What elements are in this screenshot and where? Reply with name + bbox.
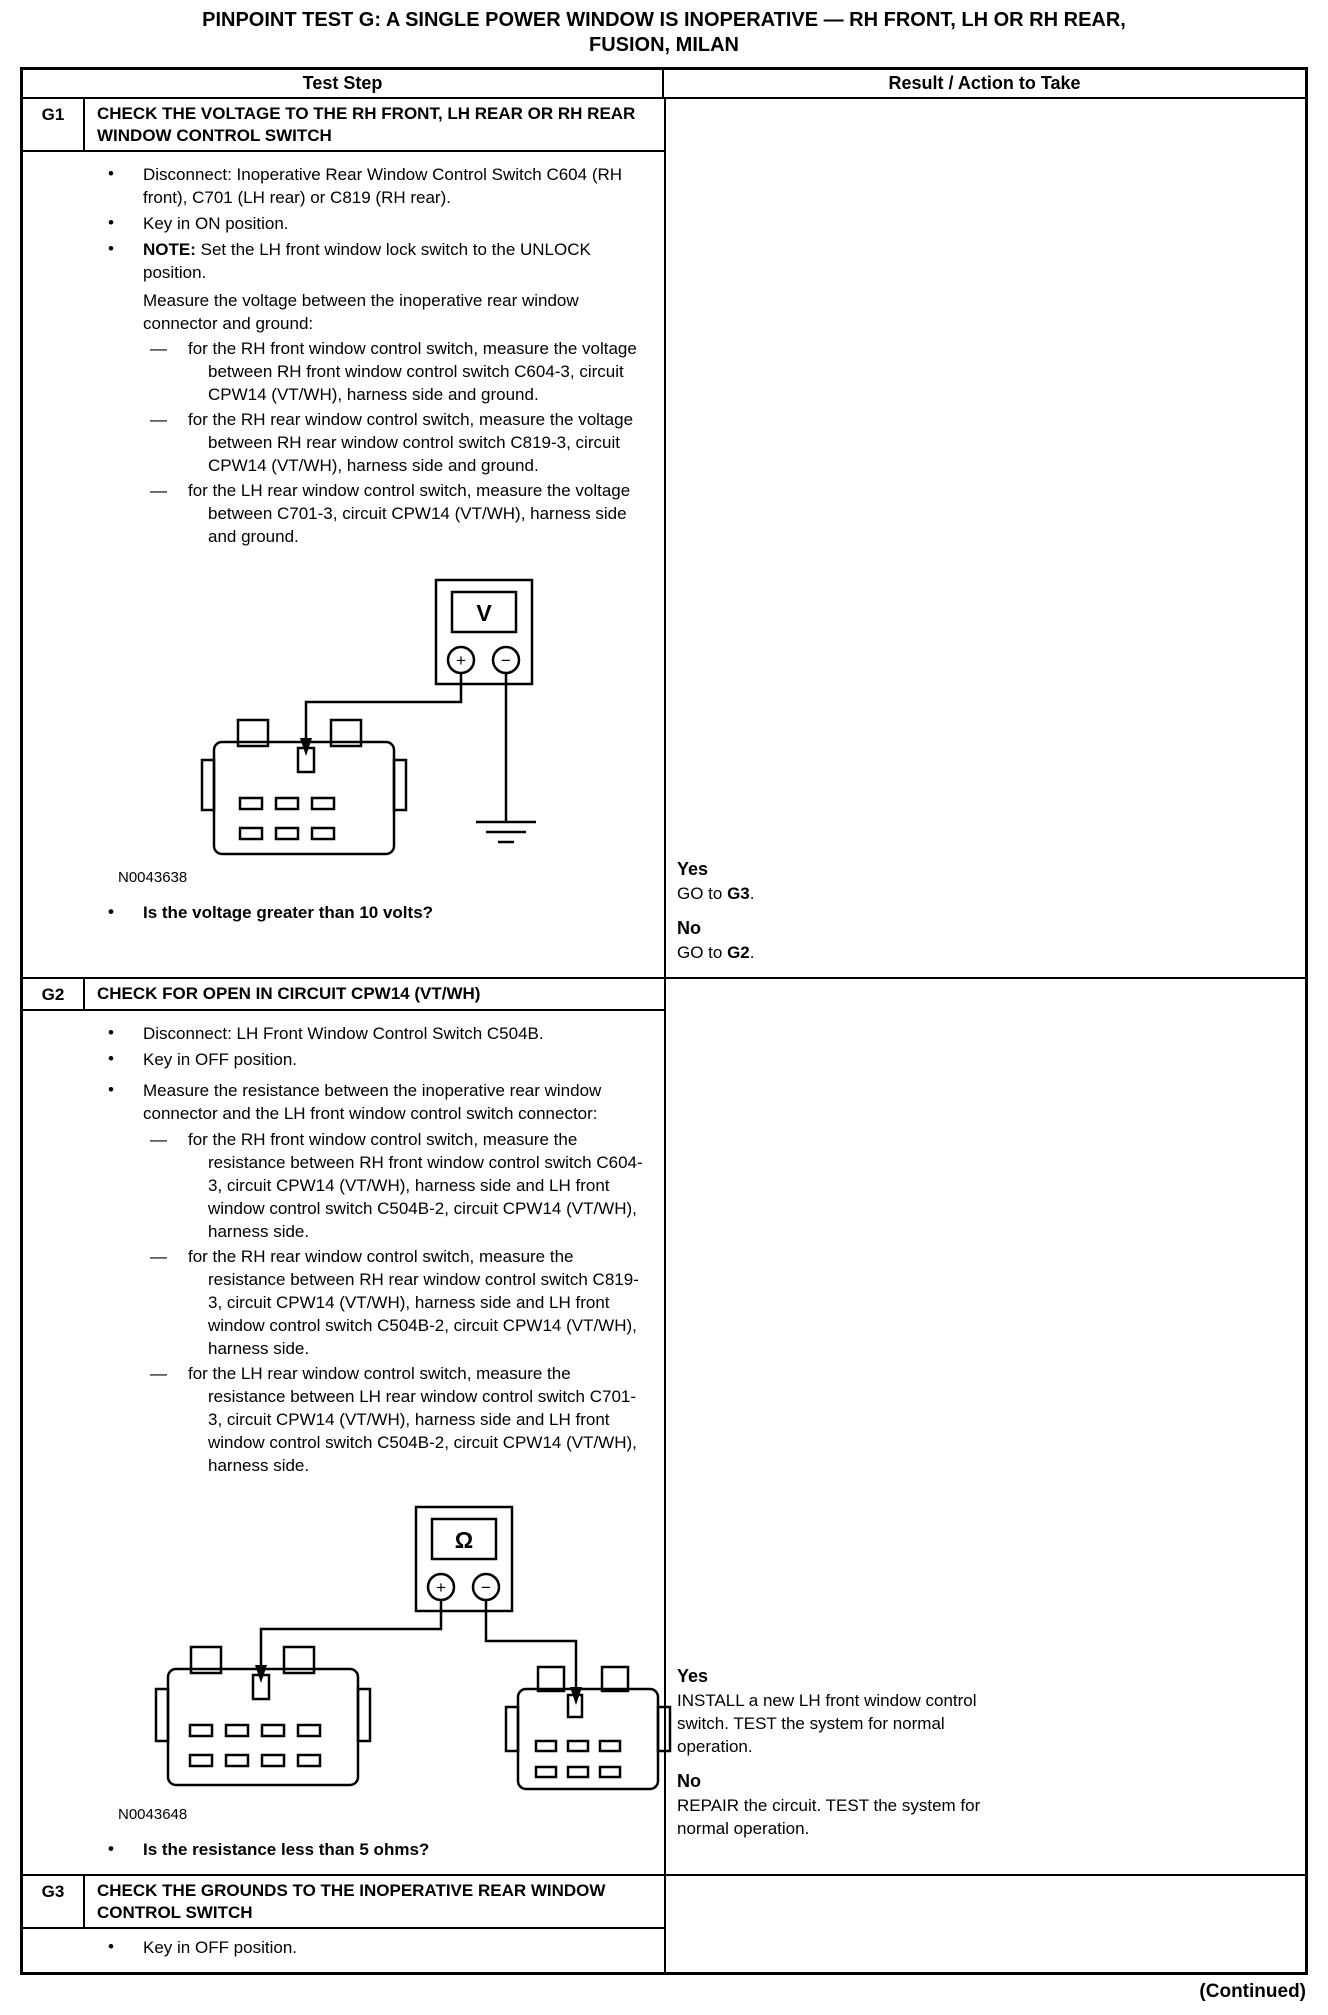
dash-icon: — — [150, 410, 167, 429]
bullet-icon: • — [108, 1937, 114, 1956]
plus-terminal-icon: + — [456, 651, 466, 670]
minus-terminal-icon: − — [481, 1578, 491, 1597]
step-g1-header — [23, 99, 664, 152]
step-title: CHECK FOR OPEN IN CIRCUIT CPW14 (VT/WH) — [97, 984, 481, 1003]
test-lead-left — [261, 1600, 441, 1669]
sub-list-item — [88, 479, 648, 548]
page-title-line2: FUSION, MILAN — [589, 34, 739, 56]
sub-list-text: for the RH front window control switch, measure the voltage between RH front window control switch C604-3, circuit CPW14 (VT/WH), harness side and ground. — [188, 339, 637, 404]
question-text: Is the resistance less than 5 ohms? — [143, 1840, 430, 1859]
page-title-line1: PINPOINT TEST G: A SINGLE POWER WINDOW IS INOPERATIVE — RH FRONT, LH OR RH REAR, — [202, 9, 1126, 31]
bullet-icon: • — [108, 1839, 114, 1858]
sub-list-item — [88, 1362, 648, 1477]
step-id: G1 — [23, 99, 85, 150]
list-item — [88, 212, 648, 235]
result-yes-label: Yes — [677, 859, 709, 879]
step-row-g2 — [23, 977, 1305, 1874]
result-no-label: No — [677, 1771, 701, 1791]
voltmeter-figure-drawing — [106, 572, 626, 864]
sub-list-item — [88, 337, 648, 406]
step-g3-header — [23, 1876, 664, 1929]
continued-note: (Continued) — [1199, 1981, 1306, 2002]
bullet-icon: • — [108, 902, 114, 921]
bullet-icon: • — [108, 213, 114, 232]
bullet-text: Disconnect: Inoperative Rear Window Control Switch C604 (RH front), C701 (LH rear) or C819 (RH rear). — [143, 165, 623, 207]
sub-list-item — [88, 1128, 648, 1243]
step-g2-test-step-cell — [23, 979, 664, 1874]
list-item — [88, 1079, 648, 1125]
result-yes-label: Yes — [677, 1666, 709, 1686]
dash-icon: — — [150, 1130, 167, 1149]
ohmmeter-test-figure — [106, 1501, 648, 1801]
sub-list-text: for the LH rear window control switch, measure the resistance between LH rear window control switch C701-3, circuit CPW14 (VT/WH), harness side and LH front window control switch C504B-2, circuit CPW14 (VT/WH), harness side. — [188, 1364, 637, 1475]
step-g3-test-step-cell — [23, 1876, 664, 1972]
result-no-text — [677, 941, 1022, 964]
result-yes-text: INSTALL a new LH front window control switch. TEST the system for normal operation. — [677, 1691, 977, 1756]
bullet-icon: • — [108, 1023, 114, 1042]
minus-terminal-icon: − — [501, 651, 511, 670]
dash-icon: — — [150, 1364, 167, 1383]
ohmmeter-symbol: Ω — [454, 1527, 474, 1553]
table-header-row — [23, 70, 1305, 97]
result-yes-target: G3 — [727, 884, 750, 903]
result-no-target: G2 — [727, 943, 750, 962]
step-row-g1 — [23, 97, 1305, 977]
sub-list-item — [88, 1245, 648, 1360]
column-header-result: Result / Action to Take — [888, 73, 1081, 93]
step-question — [88, 901, 648, 924]
step-question — [88, 1838, 648, 1861]
bullet-icon: • — [108, 164, 114, 183]
note-label: NOTE: — [143, 240, 196, 259]
step-g1-body — [23, 152, 664, 934]
voltmeter-test-figure — [106, 572, 648, 864]
result-yes-prefix: GO to — [677, 884, 728, 903]
list-item — [88, 1022, 648, 1045]
figure-label: N0043648 — [118, 1806, 188, 1823]
step-id: G3 — [23, 1876, 85, 1927]
bullet-icon: • — [108, 1080, 114, 1099]
step-title: CHECK THE VOLTAGE TO THE RH FRONT, LH REAR OR RH REAR WINDOW CONTROL SWITCH — [97, 104, 636, 145]
bullet-text: Key in OFF position. — [143, 1050, 298, 1069]
step-g1-result-cell — [664, 99, 1305, 977]
step-g2-result-cell — [664, 979, 1305, 1874]
list-item — [88, 163, 648, 209]
sub-list-text: for the RH rear window control switch, measure the resistance between RH rear window control switch C819-3, circuit CPW14 (VT/WH), harness side and LH front window control switch C504B-2, circuit CPW14 (VT/WH), harness side. — [188, 1247, 639, 1358]
sub-list-item — [88, 408, 648, 477]
sub-list-text: for the RH rear window control switch, measure the voltage between RH rear window control switch C819-3, circuit CPW14 (VT/WH), harness side and ground. — [188, 410, 634, 475]
result-no-text: REPAIR the circuit. TEST the system for normal operation. — [677, 1796, 981, 1838]
list-item — [88, 1936, 648, 1959]
result-no-prefix: GO to — [677, 943, 728, 962]
page-title — [20, 8, 1308, 58]
result-yes-suffix: . — [749, 884, 755, 903]
step-g2-header — [23, 979, 664, 1011]
bullet-text: Key in OFF position. — [143, 1938, 298, 1957]
test-lead-right — [486, 1600, 576, 1691]
connector-right-icon — [506, 1667, 670, 1789]
step-g3-body — [23, 1929, 664, 1972]
step-g2-body — [23, 1011, 664, 1871]
result-yes-text — [677, 882, 1022, 905]
plus-terminal-icon: + — [436, 1578, 446, 1597]
dash-icon: — — [150, 481, 167, 500]
bullet-icon: • — [108, 1049, 114, 1068]
ohmmeter-figure-drawing — [106, 1501, 706, 1801]
result-no-suffix: . — [749, 943, 755, 962]
dash-icon: — — [150, 339, 167, 358]
ground-icon — [476, 822, 536, 842]
step-id: G2 — [23, 979, 85, 1009]
sub-list-text: for the LH rear window control switch, measure the voltage between C701-3, circuit CPW14 (VT/WH), harness side and ground. — [188, 481, 631, 546]
bullet-text: Key in ON position. — [143, 214, 289, 233]
list-item-note — [88, 238, 648, 284]
result-no-label: No — [677, 918, 701, 938]
list-item — [88, 1048, 648, 1071]
step-title: CHECK THE GROUNDS TO THE INOPERATIVE REAR WINDOW CONTROL SWITCH — [97, 1881, 606, 1922]
pinpoint-test-table — [20, 67, 1308, 1975]
measure-paragraph: Measure the voltage between the inoperative rear window connector and ground: — [143, 291, 579, 333]
column-header-test-step: Test Step — [23, 70, 664, 97]
bullet-text: Measure the resistance between the inoperative rear window connector and the LH front window control switch connector: — [143, 1081, 602, 1123]
figure-label: N0043638 — [118, 869, 188, 886]
voltmeter-symbol: V — [476, 600, 492, 626]
note-text: Set the LH front window lock switch to the UNLOCK position. — [143, 240, 591, 282]
bullet-icon: • — [108, 239, 114, 258]
step-g1-test-step-cell — [23, 99, 664, 977]
dash-icon: — — [150, 1247, 167, 1266]
question-text: Is the voltage greater than 10 volts? — [143, 903, 434, 922]
step-g3-result-cell — [664, 1876, 1305, 1972]
bullet-text: Disconnect: LH Front Window Control Switch C504B. — [143, 1024, 544, 1043]
sub-list-text: for the RH front window control switch, measure the resistance between RH front window control switch C604-3, circuit CPW14 (VT/WH), harness side and LH front window control switch C504B-2, circuit CPW14 (VT/WH), harness side. — [188, 1130, 643, 1241]
step-row-g3 — [23, 1874, 1305, 1972]
